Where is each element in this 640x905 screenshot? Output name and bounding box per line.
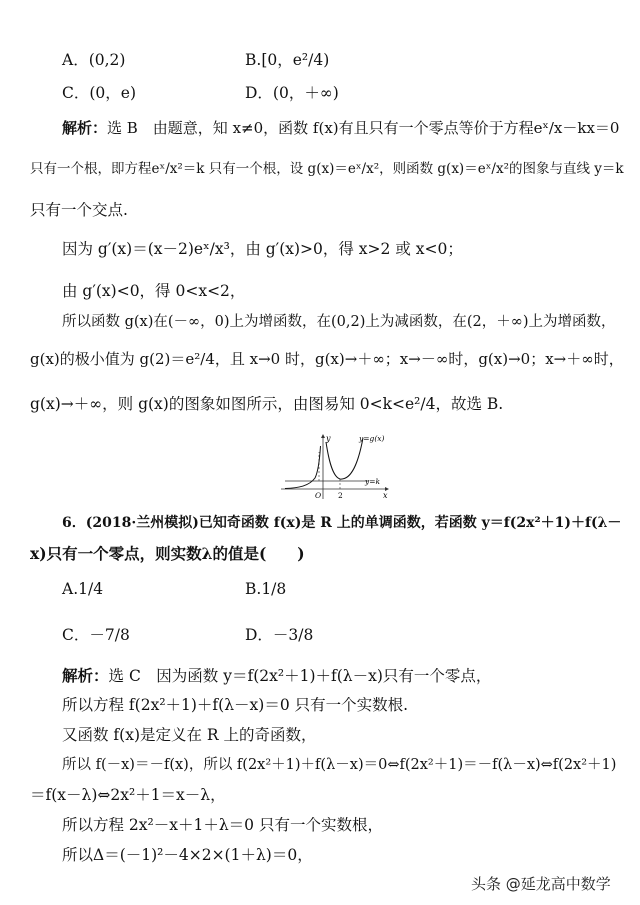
solution-6-line-3: 又函数 f(x)是定义在 R 上的奇函数， bbox=[62, 726, 317, 744]
graph-curve-label: y=g(x) bbox=[359, 434, 385, 443]
solution-text: 选 B 由题意，知 x≠0，函数 f(x)有且只有一个零点等价于方程eˣ/x－kx＝0 bbox=[107, 119, 620, 137]
solution-6-line-2: 所以方程 f(2x²＋1)＋f(λ－x)＝0 只有一个实数根. bbox=[62, 696, 409, 714]
option-c: C．(0，e) bbox=[62, 84, 136, 102]
solution-6-line-4: 所以 f(－x)＝－f(x)，所以 f(2x²＋1)＋f(λ－x)＝0⇔f(2x²＋1)＝－f(λ－x)⇔f(2x²＋1) bbox=[62, 757, 617, 773]
solution-5-line-6: 所以函数 g(x)在(－∞，0)上为增函数，在(0,2)上为减函数，在(2，＋∞)上为增函数， bbox=[62, 314, 616, 330]
watermark: 头条 @延龙高中数学 bbox=[471, 875, 611, 893]
solution-5-line-5: 由 g′(x)<0，得 0<x<2， bbox=[62, 282, 246, 300]
graph-line-label: y=k bbox=[365, 477, 381, 486]
option-d: D．(0，＋∞) bbox=[245, 84, 339, 102]
graph-tick-2-label: 2 bbox=[338, 491, 343, 500]
y-axis-arrow bbox=[321, 434, 325, 438]
solution-5-line-8: g(x)→＋∞，则 g(x)的图象如图所示，由图易知 0<k<e²/4，故选 B. bbox=[30, 395, 504, 413]
solution-label: 解析： bbox=[62, 666, 109, 685]
solution-5-line-2: 只有一个根，即方程eˣ/x²＝k 只有一个根，设 g(x)＝eˣ/x²，则函数 g(x)＝eˣ/x²的图象与直线 y＝k bbox=[30, 161, 624, 177]
problem-6-stem-line-2: x)只有一个零点，则实数λ的值是( ) bbox=[30, 544, 305, 563]
graph-x-label: x bbox=[383, 491, 388, 500]
curve-left-branch bbox=[285, 446, 321, 489]
solution-6-line-1 bbox=[62, 668, 491, 685]
option-6-b: B.1/8 bbox=[245, 580, 287, 598]
solution-label: 解析： bbox=[62, 119, 108, 137]
option-6-a: A.1/4 bbox=[62, 580, 104, 598]
solution-5-line-7: g(x)的极小值为 g(2)＝e²/4，且 x→0 时，g(x)→＋∞；x→－∞时，g(x)→0；x→＋∞时， bbox=[30, 350, 624, 368]
graph-origin-label: O bbox=[315, 491, 322, 500]
problem-6-stem-line-1: 6．(2018·兰州模拟)已知奇函数 f(x)是 R 上的单调函数，若函数 y＝f(2x²＋1)＋f(λ－ bbox=[62, 515, 622, 531]
solution-5-line-4: 因为 g′(x)＝(x－2)eˣ/x³，由 g′(x)>0，得 x>2 或 x<0； bbox=[62, 240, 463, 258]
solution-text: 选 C 因为函数 y＝f(2x²＋1)＋f(λ－x)只有一个零点， bbox=[108, 667, 492, 685]
curve-right-branch bbox=[326, 438, 363, 479]
option-6-c: C．－7/8 bbox=[62, 626, 130, 644]
option-b: B.[0，e²/4) bbox=[245, 51, 330, 69]
graph-y-label: y bbox=[326, 434, 331, 443]
option-a: A．(0,2) bbox=[62, 51, 126, 69]
solution-5-line-3: 只有一个交点. bbox=[30, 201, 128, 219]
function-graph bbox=[279, 432, 394, 502]
solution-5-line-1 bbox=[62, 121, 619, 136]
solution-6-line-6: 所以方程 2x²－x＋1＋λ＝0 只有一个实数根， bbox=[62, 816, 383, 834]
solution-6-line-7: 所以Δ＝(－1)²－4×2×(1＋λ)＝0， bbox=[62, 846, 313, 864]
solution-6-line-5: ＝f(x－λ)⇔2x²＋1＝x－λ， bbox=[30, 786, 226, 804]
option-6-d: D．－3/8 bbox=[245, 626, 314, 644]
